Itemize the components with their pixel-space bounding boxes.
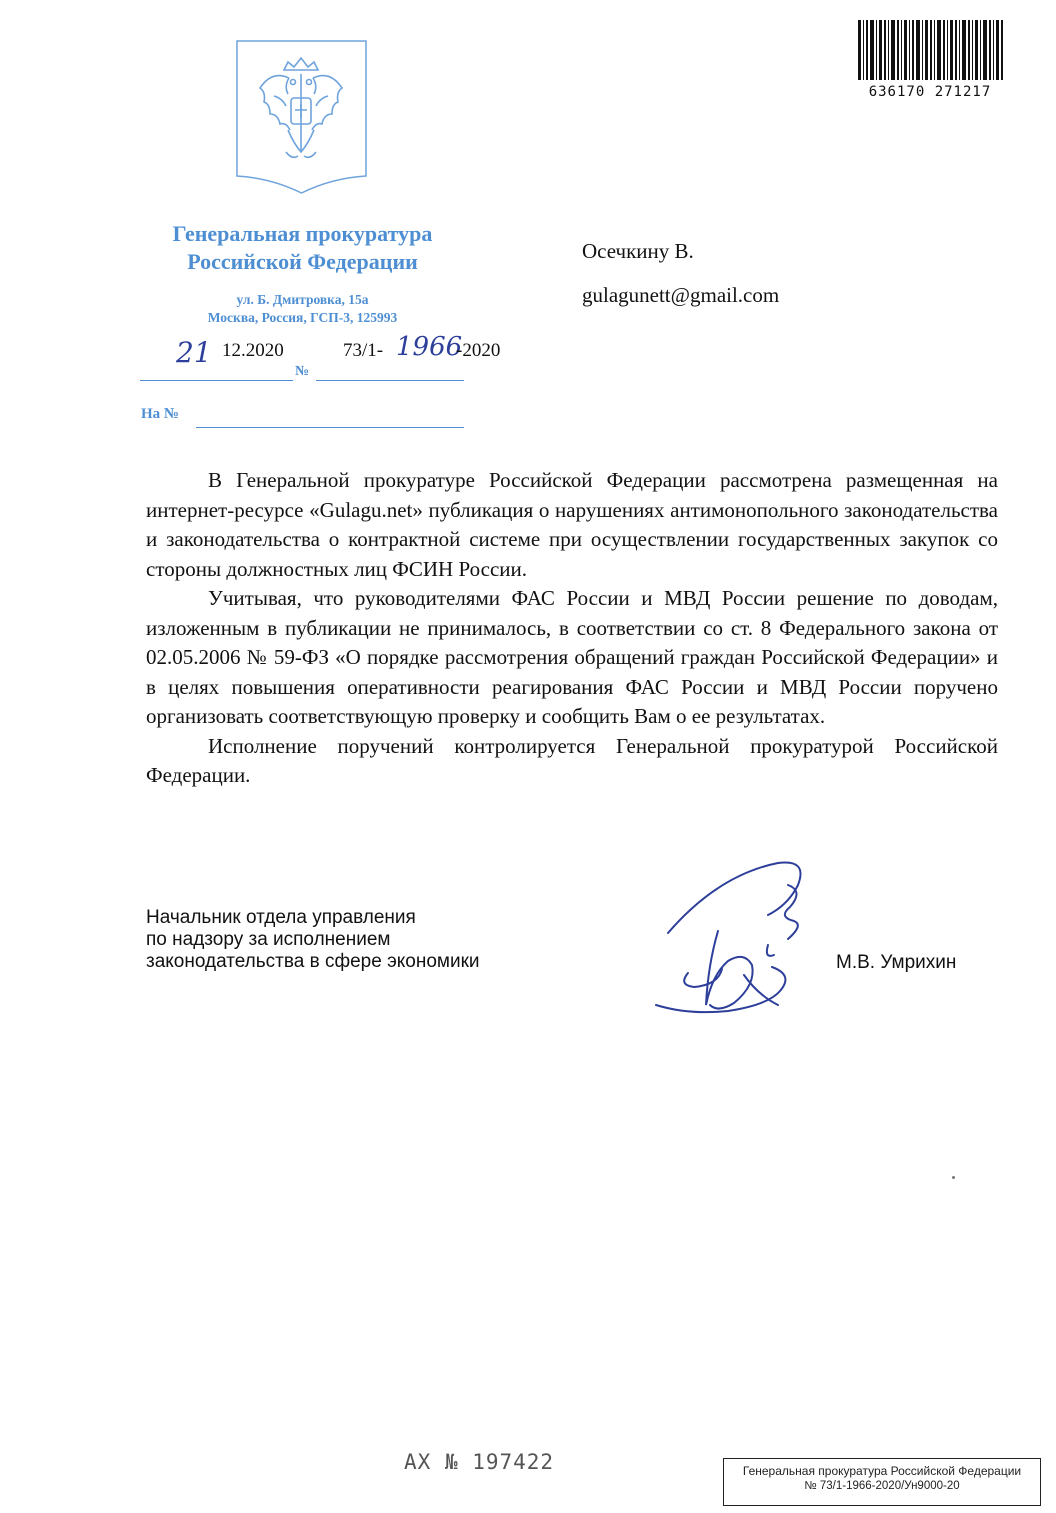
russian-coat-of-arms-icon xyxy=(236,40,367,194)
reference-label: На № xyxy=(141,406,179,422)
stamp-line1: Генеральная прокуратура Российской Федерации xyxy=(742,1464,1022,1478)
number-suffix: -2020 xyxy=(456,340,501,361)
form-serial-number: АХ № 197422 xyxy=(404,1450,555,1474)
org-name xyxy=(120,220,485,276)
barcode-number: 636170 271217 xyxy=(868,84,992,100)
addressee-email: gulagunett@gmail.com xyxy=(582,283,780,307)
org-address xyxy=(150,291,455,327)
body-paragraph-2: Учитывая, что руководителями ФАС России и МВД России решение по доводам, изложенным в публикации не принималось, в соответствии со ст. 8 Федерального закона от 02.05.2006 № 59-ФЗ «О порядке рассмотрения обращений граждан Российской Федерации» и в целях повышения оперативности реагирования ФАС России и МВД России поручено организовать соответствующую проверку и сообщить Вам о ее результатах. xyxy=(146,586,998,728)
barcode xyxy=(856,20,1004,100)
org-name-line2: Российской Федерации xyxy=(187,249,418,274)
date-day-handwritten: 21 xyxy=(176,336,212,369)
number-underline xyxy=(316,380,464,381)
body-paragraph-3: Исполнение поручений контролируется Генеральной прокуратурой Российской Федерации. xyxy=(146,733,998,787)
number-label: № xyxy=(295,364,310,379)
date-number-row xyxy=(140,332,520,382)
signatory-name: М.В. Умрихин xyxy=(836,952,957,973)
signatory-title-line3: законодательства в сфере экономики xyxy=(146,951,480,972)
org-address-line1: ул. Б. Дмитровка, 15а xyxy=(236,292,369,307)
signatory-title xyxy=(146,907,480,973)
org-address-line2: Москва, Россия, ГСП-3, 125993 xyxy=(207,310,398,325)
date-text: 12.2020 xyxy=(222,340,284,361)
stray-mark xyxy=(952,1176,955,1179)
number-handwritten: 1966 xyxy=(396,332,463,362)
letter-body xyxy=(146,466,998,791)
addressee xyxy=(582,236,779,324)
reference-underline xyxy=(196,427,464,428)
number-prefix: 73/1- xyxy=(343,340,384,361)
stamp-line2: № 73/1-1966-2020/Ун9000-20 xyxy=(804,1480,960,1492)
date-underline xyxy=(140,380,293,381)
signatory-title-line1: Начальник отдела управления xyxy=(146,907,416,928)
body-paragraph-1: В Генеральной прокуратуре Российской Федерации рассмотрена размещенная на интернет-ресурсе «Gulagu.net» публикация о нарушениях антимонопольного законодательства и законодательства о контрактной системе при осуществлении государственных закупок со стороны должностных лиц ФСИН России. xyxy=(146,468,998,581)
registration-stamp xyxy=(723,1458,1041,1506)
barcode-icon xyxy=(856,20,1004,84)
signatory-title-line2: по надзору за исполнением xyxy=(146,929,391,950)
addressee-name: Осечкину В. xyxy=(582,239,694,263)
handwritten-signature xyxy=(648,855,818,1025)
org-name-line1: Генеральная прокуратура xyxy=(172,221,433,246)
